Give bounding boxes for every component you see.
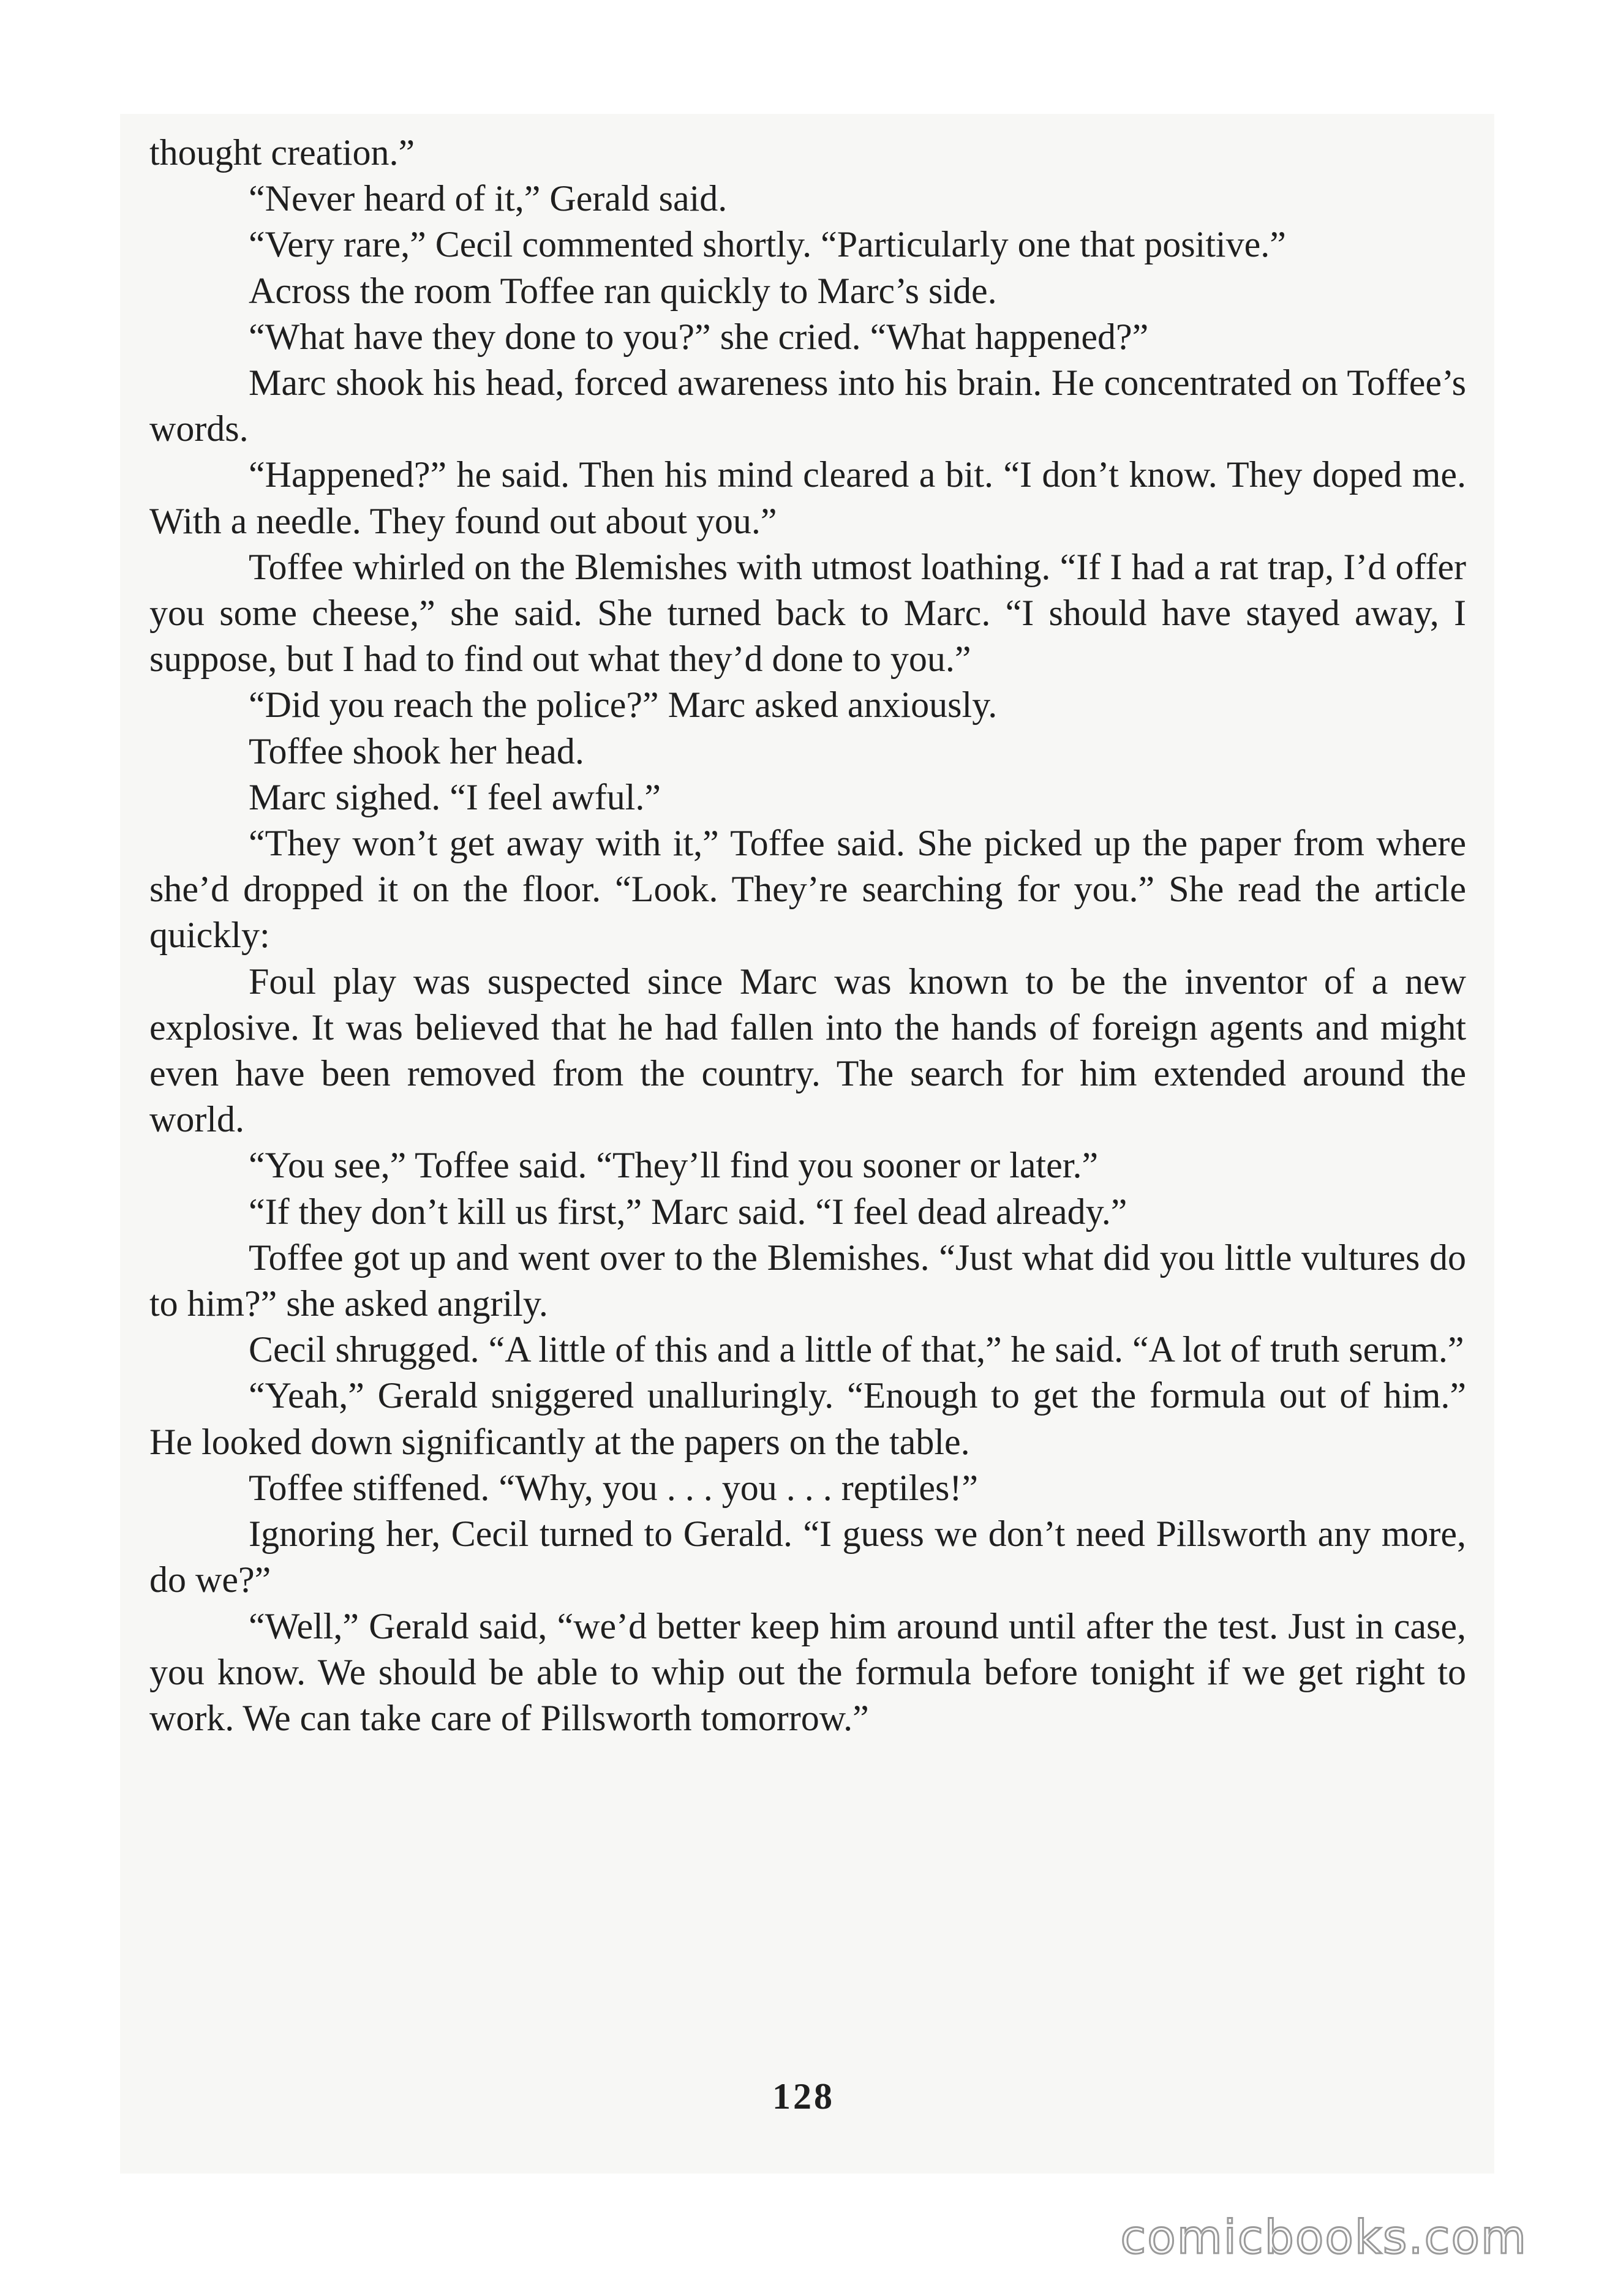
watermark: comicbooks.com: [1120, 2210, 1527, 2264]
paragraph: Toffee shook her head.: [249, 730, 584, 771]
paragraph: “Happened?” he said. Then his mind cleared a bit. “I don’t know. They doped me. With a needle. They found out about you.”: [149, 454, 1466, 541]
paragraph: Toffee got up and went over to the Blemishes. “Just what did you little vultures do to him?” she asked angrily.: [149, 1237, 1466, 1324]
paragraph: “Did you reach the police?” Marc asked anxiously.: [249, 685, 998, 726]
paragraph: “What have they done to you?” she cried. “What happened?”: [249, 316, 1149, 357]
paragraph: thought creation.”: [149, 132, 415, 173]
paragraph: “Well,” Gerald said, “we’d better keep him around until after the test. Just in case, you know. We should be able to whip out the formula before tonight if we get right to work. We can take care of Pillsworth tomorrow.”: [149, 1605, 1466, 1738]
paragraph: Toffee whirled on the Blemishes with utmost loathing. “If I had a rat trap, I’d offer you some cheese,” she said. She turned back to Marc. “I should have stayed away, I suppose, but I had to find out what they’d done to you.”: [149, 546, 1466, 680]
paragraph: “You see,” Toffee said. “They’ll find you sooner or later.”: [249, 1145, 1099, 1186]
paragraph: Across the room Toffee ran quickly to Marc’s side.: [249, 270, 997, 311]
paragraph: “They won’t get away with it,” Toffee said. She picked up the paper from where she’d dropped it on the floor. “Look. They’re searching for you.” She read the article quickly:: [149, 823, 1466, 956]
paragraph: Ignoring her, Cecil turned to Gerald. “I guess we don’t need Pillsworth any more, do we?”: [149, 1514, 1466, 1600]
page-number: 128: [772, 2076, 835, 2117]
paragraph: “If they don’t kill us first,” Marc said. “I feel dead already.”: [249, 1191, 1127, 1232]
body-text: [149, 130, 1466, 1741]
paragraph: Cecil shrugged. “A little of this and a little of that,” he said. “A lot of truth serum.”: [249, 1329, 1464, 1370]
paragraph: “Never heard of it,” Gerald said.: [249, 178, 728, 219]
paragraph: Toffee stiffened. “Why, you . . . you . . . reptiles!”: [249, 1467, 979, 1508]
paragraph: Marc sighed. “I feel awful.”: [249, 776, 661, 817]
paragraph: “Very rare,” Cecil commented shortly. “Particularly one that positive.”: [249, 224, 1286, 265]
paragraph: Marc shook his head, forced awareness into his brain. He concentrated on Toffee’s words.: [149, 362, 1466, 449]
paragraph: “Yeah,” Gerald sniggered unalluringly. “Enough to get the formula out of him.” He looked down significantly at the papers on the table.: [149, 1375, 1466, 1462]
quoted-article: Foul play was suspected since Marc was known to be the inventor of a new explosive. It was believed that he had fallen into the hands of foreign agents and might even have been removed from the country. The search for him extended around the world.: [149, 961, 1466, 1140]
